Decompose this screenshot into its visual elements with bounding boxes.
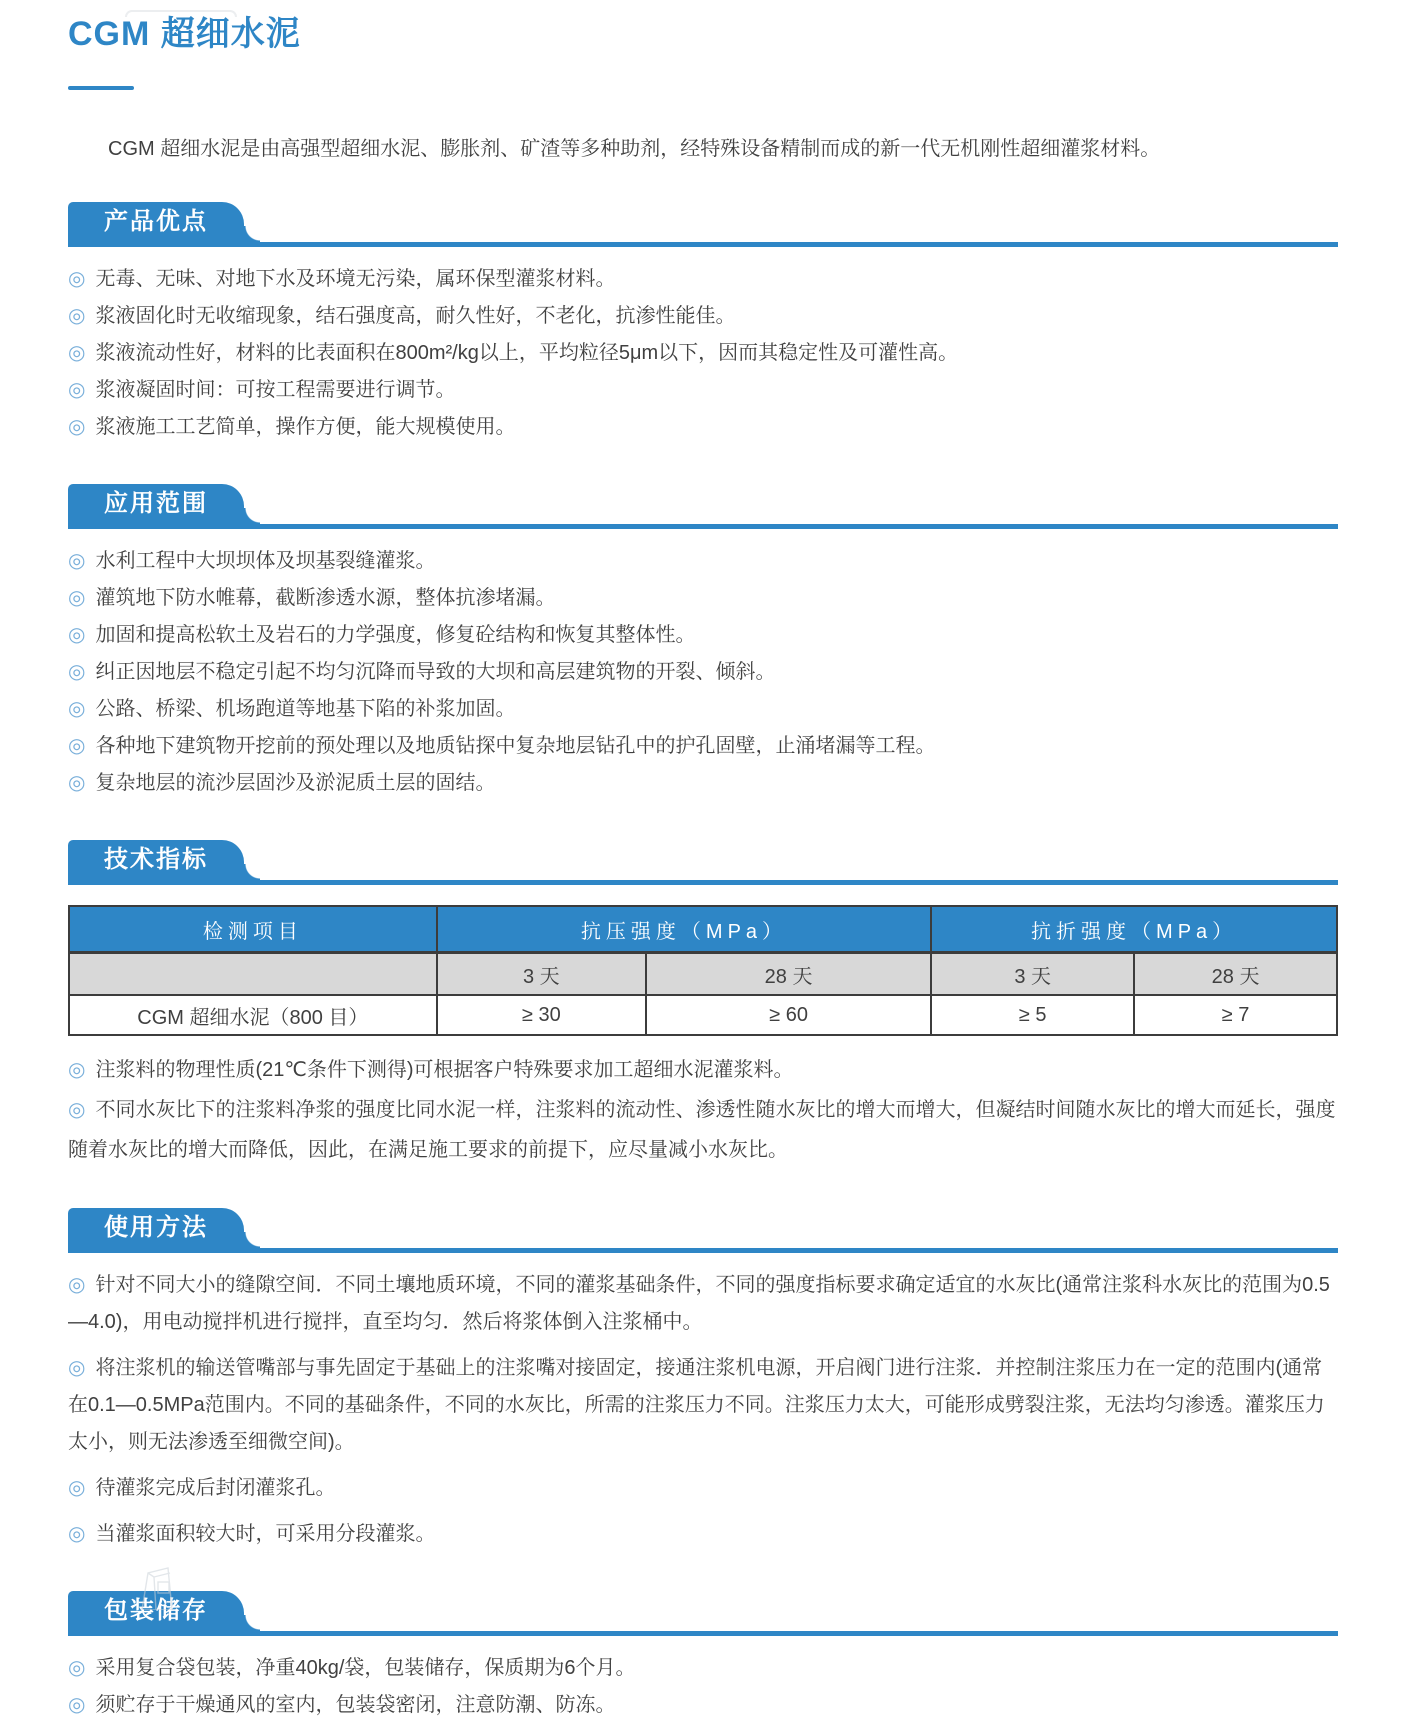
list-item xyxy=(68,728,1338,765)
double-circle-bullet-icon: ◎ xyxy=(68,661,86,683)
section-heading: 技术指标 xyxy=(104,846,208,873)
double-circle-bullet-icon: ◎ xyxy=(68,268,86,290)
section-heading: 使用方法 xyxy=(104,1214,208,1241)
table-header-cell: 抗压强度（MPa） xyxy=(437,906,932,953)
section-heading: 应用范围 xyxy=(104,490,208,517)
section-technical-specs xyxy=(68,840,1338,1170)
technical-specs-table xyxy=(68,905,1338,1036)
double-circle-bullet-icon: ◎ xyxy=(68,550,86,572)
section-header xyxy=(68,1591,1338,1636)
table-cell-product-name: CGM 超细水泥（800 目） xyxy=(69,995,437,1035)
double-circle-bullet-icon: ◎ xyxy=(68,1059,86,1081)
double-circle-bullet-icon: ◎ xyxy=(68,698,86,720)
double-circle-bullet-icon: ◎ xyxy=(68,416,86,438)
double-circle-bullet-icon: ◎ xyxy=(68,624,86,646)
list-item xyxy=(68,1090,1338,1170)
table-subheader-cell: 28 天 xyxy=(646,953,931,996)
technical-notes xyxy=(68,1036,1338,1170)
double-circle-bullet-icon: ◎ xyxy=(68,1099,86,1121)
list-item-text: 浆液施工工艺简单，操作方便，能大规模使用。 xyxy=(95,416,516,438)
list-item xyxy=(68,691,1338,728)
section-heading: 包装储存 xyxy=(104,1597,208,1624)
list-item xyxy=(68,409,1338,446)
section-header xyxy=(68,840,1338,885)
list-item xyxy=(68,765,1338,802)
table-subheader-cell: 3 天 xyxy=(931,953,1134,996)
table-subheader-cell xyxy=(69,953,437,996)
section-heading: 产品优点 xyxy=(104,208,208,235)
list-item-text: 浆液流动性好，材料的比表面积在800m²/kg以上，平均粒径5μm以下，因而其稳定性及可灌性高。 xyxy=(95,342,959,364)
double-circle-bullet-icon: ◎ xyxy=(68,342,86,364)
table-cell: ≥ 30 xyxy=(437,995,646,1035)
list-item xyxy=(68,654,1338,691)
list-item-text: 将注浆机的输送管嘴部与事先固定于基础上的注浆嘴对接固定，接通注浆机电源，开启阀门进行注浆．并控制注浆压力在一定的范围内(通常在0.1—0.5MPa范围内。不同的基础条件，不同的水灰比，所需的注浆压力不同。注浆压力太大，可能形成劈裂注浆，无法均匀渗透。灌浆压力太小，则无法渗透至细微空间)。 xyxy=(68,1357,1325,1453)
list-item xyxy=(68,1350,1338,1461)
table-subheader-row xyxy=(69,953,1337,996)
advantage-list xyxy=(68,247,1338,446)
list-item xyxy=(68,617,1338,654)
section-application-scope xyxy=(68,484,1338,802)
list-item xyxy=(68,1516,1338,1553)
intro-paragraph: CGM 超细水泥是由高强型超细水泥、膨胀剂、矿渣等多种助剂，经特殊设备精制而成的新一代无机刚性超细灌浆材料。 xyxy=(108,138,1161,160)
section-tab xyxy=(68,840,244,880)
table-cell: ≥ 60 xyxy=(646,995,931,1035)
double-circle-bullet-icon: ◎ xyxy=(68,1694,86,1716)
section-tab xyxy=(68,1208,244,1248)
list-item-text: 灌筑地下防水帷幕，截断渗透水源，整体抗渗堵漏。 xyxy=(95,587,556,609)
list-item xyxy=(68,372,1338,409)
double-circle-bullet-icon: ◎ xyxy=(68,587,86,609)
section-header xyxy=(68,1208,1338,1253)
page-title: CGM 超细水泥 xyxy=(68,15,301,53)
section-header xyxy=(68,484,1338,529)
section-tab xyxy=(68,202,244,242)
section-tab xyxy=(68,484,244,524)
list-item xyxy=(68,543,1338,580)
list-item xyxy=(68,1650,1338,1687)
double-circle-bullet-icon: ◎ xyxy=(68,735,86,757)
cutoff-page-fragment xyxy=(125,10,237,17)
section-usage-method xyxy=(68,1208,1338,1553)
usage-list xyxy=(68,1253,1338,1553)
list-item-text: 浆液凝固时间：可按工程需要进行调节。 xyxy=(95,379,456,401)
double-circle-bullet-icon: ◎ xyxy=(68,305,86,327)
section-packaging-storage xyxy=(68,1591,1338,1724)
faint-watermark-graphic xyxy=(128,1564,190,1610)
list-item-text: 各种地下建筑物开挖前的预处理以及地质钻探中复杂地层钻孔中的护孔固壁，止涌堵漏等工程。 xyxy=(95,735,936,757)
list-item xyxy=(68,580,1338,617)
list-item xyxy=(68,1050,1338,1090)
list-item xyxy=(68,261,1338,298)
double-circle-bullet-icon: ◎ xyxy=(68,1274,86,1296)
list-item-text: 公路、桥梁、机场跑道等地基下陷的补浆加固。 xyxy=(95,698,516,720)
table-header-cell: 抗折强度（MPa） xyxy=(931,906,1337,953)
section-product-advantages xyxy=(68,202,1338,446)
double-circle-bullet-icon: ◎ xyxy=(68,1523,86,1545)
list-item-text: 待灌浆完成后封闭灌浆孔。 xyxy=(95,1477,336,1499)
list-item-text: 纠正因地层不稳定引起不均匀沉降而导致的大坝和高层建筑物的开裂、倾斜。 xyxy=(95,661,776,683)
list-item xyxy=(68,1267,1338,1341)
double-circle-bullet-icon: ◎ xyxy=(68,1357,86,1379)
table-cell: ≥ 5 xyxy=(931,995,1134,1035)
table-data-row xyxy=(69,995,1337,1035)
list-item xyxy=(68,1687,1338,1724)
list-item-text: 当灌浆面积较大时，可采用分段灌浆。 xyxy=(95,1523,436,1545)
double-circle-bullet-icon: ◎ xyxy=(68,1477,86,1499)
table-header-cell: 检测项目 xyxy=(69,906,437,953)
title-underline xyxy=(68,86,134,90)
application-list xyxy=(68,529,1338,802)
list-item-text: 针对不同大小的缝隙空间．不同土壤地质环境，不同的灌浆基础条件，不同的强度指标要求确定适宜的水灰比(通常注浆科水灰比的范围为0.5—4.0)，用电动搅拌机进行搅拌，直至均匀．然后将浆体倒入注浆桶中。 xyxy=(68,1274,1330,1333)
section-header xyxy=(68,202,1338,247)
table-header-row xyxy=(69,906,1337,953)
list-item-text: 复杂地层的流沙层固沙及淤泥质土层的固结。 xyxy=(95,772,496,794)
table-cell: ≥ 7 xyxy=(1134,995,1337,1035)
table-subheader-cell: 28 天 xyxy=(1134,953,1337,996)
list-item-text: 浆液固化时无收缩现象，结石强度高，耐久性好，不老化，抗渗性能佳。 xyxy=(95,305,736,327)
list-item-text: 水利工程中大坝坝体及坝基裂缝灌浆。 xyxy=(95,550,436,572)
double-circle-bullet-icon: ◎ xyxy=(68,1657,86,1679)
list-item xyxy=(68,335,1338,372)
list-item xyxy=(68,298,1338,335)
list-item-text: 无毒、无味、对地下水及环境无污染，属环保型灌浆材料。 xyxy=(95,268,616,290)
document-body xyxy=(0,10,1406,1724)
table-subheader-cell: 3 天 xyxy=(437,953,646,996)
double-circle-bullet-icon: ◎ xyxy=(68,379,86,401)
packaging-list xyxy=(68,1636,1338,1724)
list-item-text: 采用复合袋包装，净重40kg/袋，包装储存，保质期为6个月。 xyxy=(95,1657,636,1679)
list-item-text: 注浆料的物理性质(21℃条件下测得)可根据客户特殊要求加工超细水泥灌浆料。 xyxy=(95,1059,794,1081)
list-item-text: 不同水灰比下的注浆料净浆的强度比同水泥一样，注浆料的流动性、渗透性随水灰比的增大而增大，但凝结时间随水灰比的增大而延长，强度随着水灰比的增大而降低，因此，在满足施工要求的前提下，应尽量减小水灰比。 xyxy=(68,1099,1336,1161)
double-circle-bullet-icon: ◎ xyxy=(68,772,86,794)
list-item-text: 加固和提高松软土及岩石的力学强度，修复砼结构和恢复其整体性。 xyxy=(95,624,696,646)
list-item xyxy=(68,1470,1338,1507)
list-item-text: 须贮存于干燥通风的室内，包装袋密闭，注意防潮、防冻。 xyxy=(95,1694,616,1716)
